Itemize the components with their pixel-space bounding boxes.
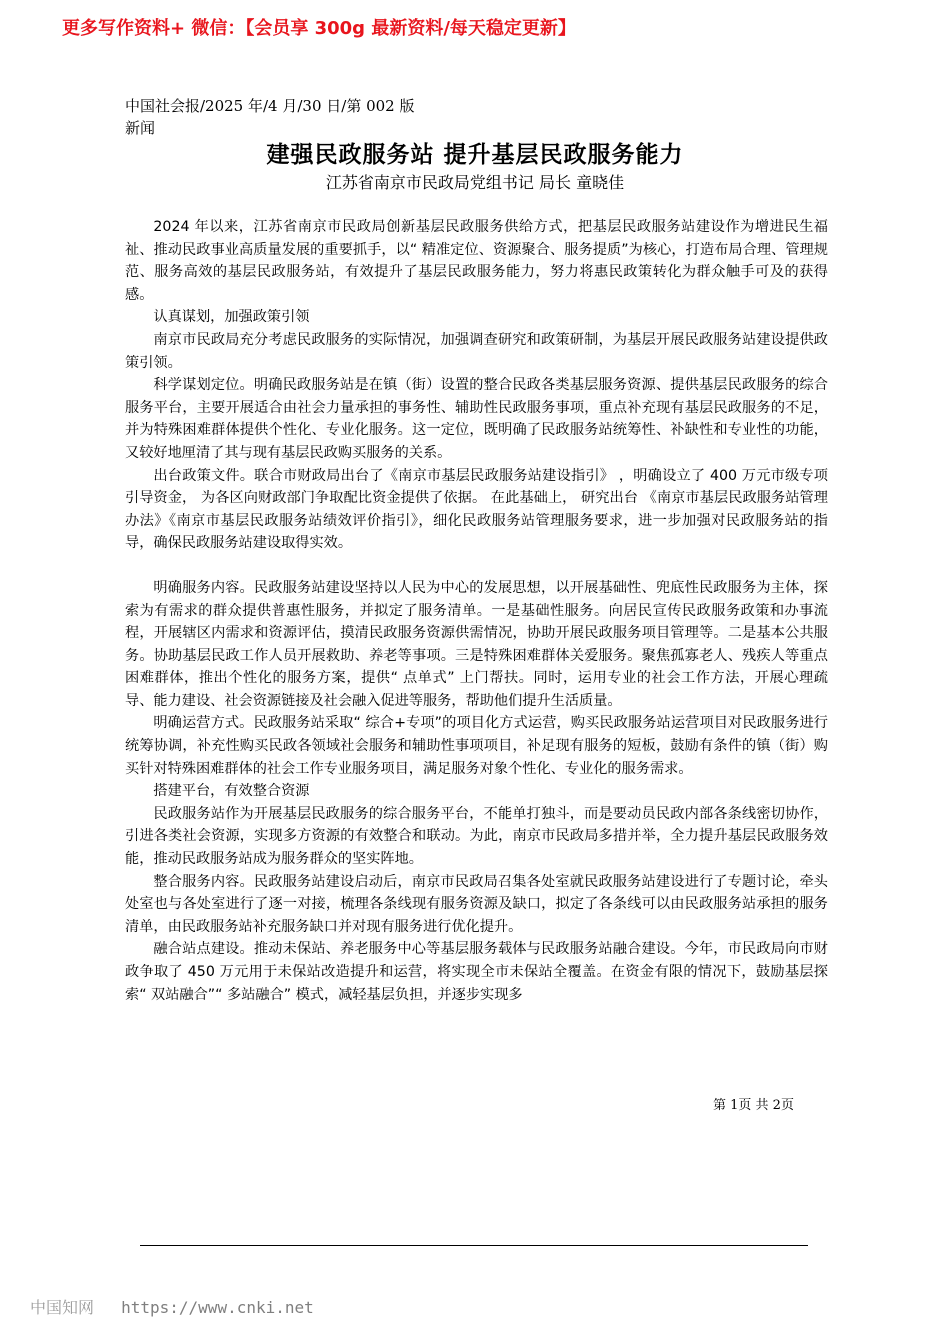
footer xyxy=(30,1295,314,1318)
paragraph: 出台政策文件。联合市财政局出台了《南京市基层民政服务站建设指引》 ，明确设立了 400 万元市级专项引导资金， 为各区向财政部门争取配比资金提供了依据。 在此基础上， 研究出台 《南京市基层民政服务站管理办法》《南京市基层民政服务站绩效评价指引》，细化民政服务站管理服务要求，进一步加强对民政服务站的指导，确保民政服务站建设取得实效。 xyxy=(125,467,828,552)
cnki-logo-text: 中国知网 xyxy=(30,1298,95,1317)
promo-banner: 更多写作资料+ 微信：【会员享 300g 最新资料/每天稳定更新】 xyxy=(62,18,576,39)
article-author: 江苏省南京市民政局党组书记 局长 童晓佳 xyxy=(325,173,625,192)
article-body xyxy=(125,216,828,1006)
paragraph: 明确运营方式。民政服务站采取“ 综合+专项”的项目化方式运营，购买民政服务站运营项目对民政服务进行统筹协调，补充性购买民政各领域社会服务和辅助性事项项目，补足现有服务的短板，鼓励有条件的镇（街）购买针对特殊困难群体的社会工作专业服务项目，满足服务对象个性化、专业化的服务需求。 xyxy=(125,715,828,777)
page-number: 第 1页 共 2页 xyxy=(713,1098,794,1113)
source-line: 中国社会报/2025 年/4 月/30 日/第 002 版新闻 xyxy=(125,97,415,137)
paragraph: 民政服务站作为开展基层民政服务的综合服务平台，不能单打独斗，而是要动员民政内部各条线密切协作，引进各类社会资源，实现多方资源的有效整合和联动。为此，南京市民政局多措并举，全力提升基层民政服务效能，推动民政服务站成为服务群众的坚实阵地。 xyxy=(125,805,828,868)
paragraph: 2024 年以来，江苏省南京市民政局创新基层民政服务供给方式，把基层民政服务站建设作为增进民生福祉、推动民政事业高质量发展的重要抓手，以“ 精准定位、资源聚合、服务提质”为核心，打造布局合理、管理规范、服务高效的基层民政服务站，有效提升了基层民政服务能力，努力将惠民政策转化为群众触手可及的获得感。 xyxy=(125,219,828,303)
paragraph: 科学谋划定位。明确民政服务站是在镇（街）设置的整合民政各类基层服务资源、提供基层民政服务的综合服务平台，主要开展适合由社会力量承担的事务性、辅助性民政服务事项，重点补充现有基层民政服务的不足，并为特殊困难群体提供个性化、专业化服务。这一定位，既明确了民政服务站统筹性、补缺性和专业性的功能，又较好地厘清了其与现有基层民政购买服务的关系。 xyxy=(125,377,828,461)
paragraph: 明确服务内容。民政服务站建设坚持以人民为中心的发展思想，以开展基础性、兜底性民政服务为主体，探索为有需求的群众提供普惠性服务，并拟定了服务清单。一是基础性服务。向居民宣传民政服务政策和办事流程，开展辖区内需求和资源评估，摸清民政服务资源供需情况，协助开展民政服务项目管理等。二是基本公共服务。协助基层民政工作人员开展救助、养老等事项。三是特殊困难群体关爱服务。聚焦孤寡老人、残疾人等重点困难群体，推出个性化的服务方案，提供“ 点单式” 上门帮扶。同时，运用专业的社会工作方法，开展心理疏导、能力建设、社会资源链接及社会融入促进等服务，帮助他们提升生活质量。 xyxy=(125,579,828,709)
paragraph: 整合服务内容。民政服务站建设启动后，南京市民政局召集各处室就民政服务站建设进行了专题讨论，牵头处室也与各处室进行了逐一对接，梳理各条线现有服务资源及缺口，拟定了各条线可以由民政服务站承担的服务清单，由民政服务站补充服务缺口并对现有服务进行优化提升。 xyxy=(125,873,828,935)
footer-divider xyxy=(140,1245,808,1246)
footer-url-link[interactable]: https://www.cnki.net xyxy=(121,1298,314,1317)
paragraph: 南京市民政局充分考虑民政服务的实际情况，加强调查研究和政策研制，为基层开展民政服务站建设提供政策引领。 xyxy=(125,331,828,371)
section-heading: 搭建平台，有效整合资源 xyxy=(153,783,310,800)
paragraph: 融合站点建设。推动未保站、养老服务中心等基层服务载体与民政服务站融合建设。今年，市民政局向市财政争取了 450 万元用于未保站改造提升和运营，将实现全市未保站全覆盖。在资金有限的情况下，鼓励基层探索“ 双站融合”“ 多站融合” 模式，减轻基层负担，并逐步实现多 xyxy=(125,941,828,1003)
article-title: 建强民政服务站 提升基层民政服务能力 xyxy=(266,142,684,168)
section-heading: 认真谋划，加强政策引领 xyxy=(153,309,310,326)
